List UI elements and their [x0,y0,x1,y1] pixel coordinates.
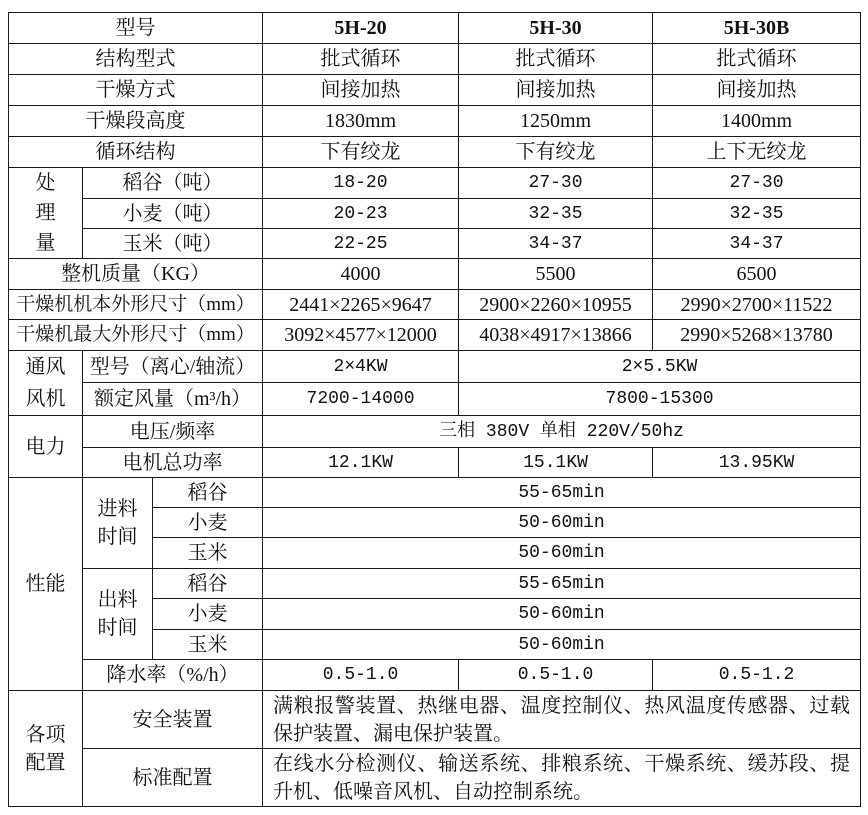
dryer-spec-table [8,12,861,807]
value-cell: 三相 380V 单相 220V/50hz [263,416,861,448]
table-row [9,259,861,290]
fan-model-label: 型号（离心/轴流） [83,351,263,383]
header-row [9,13,861,44]
value-cell: 55-65min [263,569,861,599]
capacity-row-label: 稻谷（吨） [83,168,263,199]
model-header-5h-30: 5H-30 [459,13,653,44]
circulation-structure-label: 循环结构 [9,137,263,168]
drying-rate-label: 降水率（%/h） [83,660,263,691]
table-row [9,75,861,106]
capacity-row-label: 玉米（吨） [83,229,263,259]
performance-group-label: 性能 [9,478,83,691]
value-cell: 4038×4917×13866 [459,320,653,351]
value-cell: 下有绞龙 [263,137,459,168]
discharge-time-cell [83,569,153,660]
drying-method-label: 干燥方式 [9,75,263,106]
value-cell: 50-60min [263,508,861,538]
value-cell: 32-35 [459,199,653,229]
table-row [9,320,861,351]
value-cell: 2990×2700×11522 [653,290,861,320]
value-cell: 5500 [459,259,653,290]
value-cell: 2×4KW [263,351,459,383]
safety-device-text: 满粮报警装置、热继电器、温度控制仪、热风温度传感器、过载保护装置、漏电保护装置。 [263,691,861,749]
grain-label: 玉米 [153,630,263,660]
basic-dimensions-label: 干燥机机本外形尺寸（mm） [9,290,263,320]
config-group-cell [9,691,83,807]
value-cell: 批式循环 [459,44,653,75]
model-header-5h-30b: 5H-30B [653,13,861,44]
value-cell: 3092×4577×12000 [263,320,459,351]
value-cell: 18-20 [263,168,459,199]
value-cell: 0.5-1.0 [263,660,459,691]
table-row [9,660,861,691]
config-group-label: 各项配置 [25,723,66,774]
value-cell: 4000 [263,259,459,290]
table-row [9,749,861,807]
value-cell: 间接加热 [459,75,653,106]
voltage-frequency-label: 电压/频率 [83,416,263,448]
table-row [9,290,861,320]
value-cell: 2×5.5KW [459,351,861,383]
grain-label: 玉米 [153,538,263,569]
structure-type-label: 结构型式 [9,44,263,75]
model-header-5h-20: 5H-20 [263,13,459,44]
value-cell: 50-60min [263,599,861,630]
value-cell: 55-65min [263,478,861,508]
value-cell: 7200-14000 [263,383,459,416]
value-cell: 50-60min [263,538,861,569]
safety-device-label: 安全装置 [83,691,263,749]
value-cell: 下有绞龙 [459,137,653,168]
value-cell: 15.1KW [459,448,653,478]
motor-power-label: 电机总功率 [83,448,263,478]
grain-label: 稻谷 [153,478,263,508]
capacity-group-label: 处理量 [35,172,56,254]
value-cell: 32-35 [653,199,861,229]
value-cell: 27-30 [459,168,653,199]
model-label: 型号 [9,13,263,44]
value-cell: 6500 [653,259,861,290]
fan-group-label: 通风风机 [25,356,66,410]
drying-section-height-label: 干燥段高度 [9,106,263,137]
value-cell: 13.95KW [653,448,861,478]
table-row [9,448,861,478]
table-row [9,569,861,599]
table-row [9,416,861,448]
grain-label: 小麦 [153,599,263,630]
table-row [9,137,861,168]
value-cell: 2441×2265×9647 [263,290,459,320]
value-cell: 0.5-1.2 [653,660,861,691]
table-row [9,199,861,229]
table-row [9,44,861,75]
standard-config-label: 标准配置 [83,749,263,807]
table-row [9,383,861,416]
value-cell: 2990×5268×13780 [653,320,861,351]
value-cell: 批式循环 [653,44,861,75]
grain-label: 小麦 [153,508,263,538]
capacity-row-label: 小麦（吨） [83,199,263,229]
value-cell: 批式循环 [263,44,459,75]
value-cell: 上下无绞龙 [653,137,861,168]
value-cell: 50-60min [263,630,861,660]
value-cell: 22-25 [263,229,459,259]
feed-time-label: 进料时间 [97,498,138,548]
table-row [9,168,861,199]
value-cell: 间接加热 [653,75,861,106]
value-cell: 间接加热 [263,75,459,106]
value-cell: 34-37 [653,229,861,259]
table-row [9,351,861,383]
grain-label: 稻谷 [153,569,263,599]
rated-airflow-label: 额定风量（m³/h） [83,383,263,416]
fan-group-cell [9,351,83,416]
max-dimensions-label: 干燥机最大外形尺寸（mm） [9,320,263,351]
value-cell: 0.5-1.0 [459,660,653,691]
table-row [9,229,861,259]
value-cell: 1830mm [263,106,459,137]
table-row [9,691,861,749]
value-cell: 34-37 [459,229,653,259]
value-cell: 7800-15300 [459,383,861,416]
value-cell: 12.1KW [263,448,459,478]
table-row [9,106,861,137]
value-cell: 20-23 [263,199,459,229]
value-cell: 2900×2260×10955 [459,290,653,320]
table-row [9,478,861,508]
discharge-time-label: 出料时间 [97,589,138,639]
value-cell: 1250mm [459,106,653,137]
value-cell: 27-30 [653,168,861,199]
standard-config-text: 在线水分检测仪、输送系统、排粮系统、干燥系统、缓苏段、提升机、低噪音风机、自动控制系统。 [263,749,861,807]
value-cell: 1400mm [653,106,861,137]
power-group-label: 电力 [9,416,83,478]
machine-weight-label: 整机质量（KG） [9,259,263,290]
feed-time-cell [83,478,153,569]
capacity-group-cell [9,168,83,259]
